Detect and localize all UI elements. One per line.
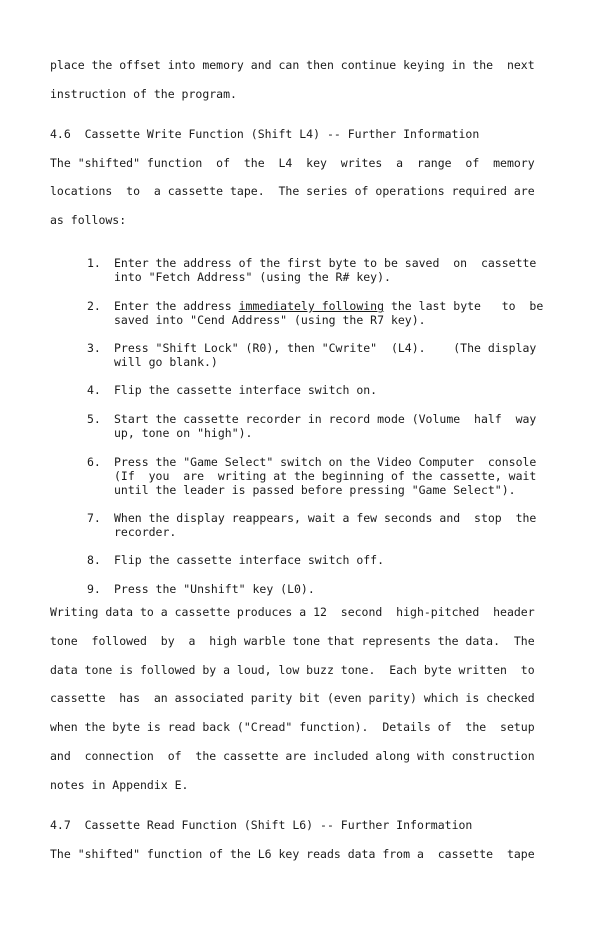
step-4-line-1: Flip the cassette interface switch on. [114, 383, 378, 397]
after-line-1: Writing data to a cassette produces a 12 second high-pitched header [50, 605, 535, 619]
after-line-3: data tone is followed by a loud, low buzz tone. Each byte written to [50, 663, 535, 677]
step-2-underlined-text: immediately following [238, 299, 385, 313]
step-7-line-2: recorder. [114, 525, 177, 539]
step-number-6: 6. [87, 455, 101, 469]
step-2-text-suffix: the last byte to be [384, 299, 544, 313]
intro-line-2: instruction of the program. [50, 87, 237, 101]
step-2-line-1 [114, 299, 543, 313]
step-9-line-1: Press the "Unshift" key (L0). [114, 582, 315, 596]
step-5-line-1: Start the cassette recorder in record mode (Volume half way [114, 412, 537, 426]
step-number-2: 2. [87, 299, 101, 313]
section-4-6-body-line-3: as follows: [50, 213, 127, 227]
step-number-8: 8. [87, 553, 101, 567]
step-number-1: 1. [87, 256, 101, 270]
intro-line-1: place the offset into memory and can then continue keying in the next [50, 58, 535, 72]
step-1-line-1: Enter the address of the first byte to be saved on cassette [114, 256, 537, 270]
after-line-7: notes in Appendix E. [50, 778, 189, 792]
step-3-line-2: will go blank.) [114, 355, 218, 369]
step-6-line-3: until the leader is passed before pressing "Game Select"). [114, 483, 516, 497]
step-number-9: 9. [87, 582, 101, 596]
step-number-7: 7. [87, 511, 101, 525]
step-6-line-2: (If you are writing at the beginning of the cassette, wait [114, 469, 537, 483]
after-line-6: and connection of the cassette are included along with construction [50, 749, 535, 763]
step-7-line-1: When the display reappears, wait a few seconds and stop the [114, 511, 537, 525]
after-line-5: when the byte is read back ("Cread" function). Details of the setup [50, 720, 535, 734]
section-4-7-body-line-1: The "shifted" function of the L6 key reads data from a cassette tape [50, 847, 535, 861]
after-line-4: cassette has an associated parity bit (even parity) which is checked [50, 691, 535, 705]
step-6-line-1: Press the "Game Select" switch on the Video Computer console [114, 455, 537, 469]
section-4-6-body-line-2: locations to a cassette tape. The series of operations required are [50, 184, 535, 198]
step-2-text-prefix: Enter the address [114, 299, 239, 313]
section-heading-4-7: 4.7 Cassette Read Function (Shift L6) -- Further Information [50, 818, 473, 832]
step-number-5: 5. [87, 412, 101, 426]
step-3-line-1: Press "Shift Lock" (R0), then "Cwrite" (L4). (The display [114, 341, 537, 355]
step-2-line-2: saved into "Cend Address" (using the R7 key). [114, 313, 426, 327]
step-8-line-1: Flip the cassette interface switch off. [114, 553, 385, 567]
step-5-line-2: up, tone on "high"). [114, 426, 253, 440]
step-1-line-2: into "Fetch Address" (using the R# key). [114, 270, 391, 284]
after-line-2: tone followed by a high warble tone that represents the data. The [50, 634, 535, 648]
step-number-3: 3. [87, 341, 101, 355]
section-4-6-body-line-1: The "shifted" function of the L4 key writes a range of memory [50, 156, 535, 170]
step-number-4: 4. [87, 383, 101, 397]
section-heading-4-6: 4.6 Cassette Write Function (Shift L4) -- Further Information [50, 127, 480, 141]
